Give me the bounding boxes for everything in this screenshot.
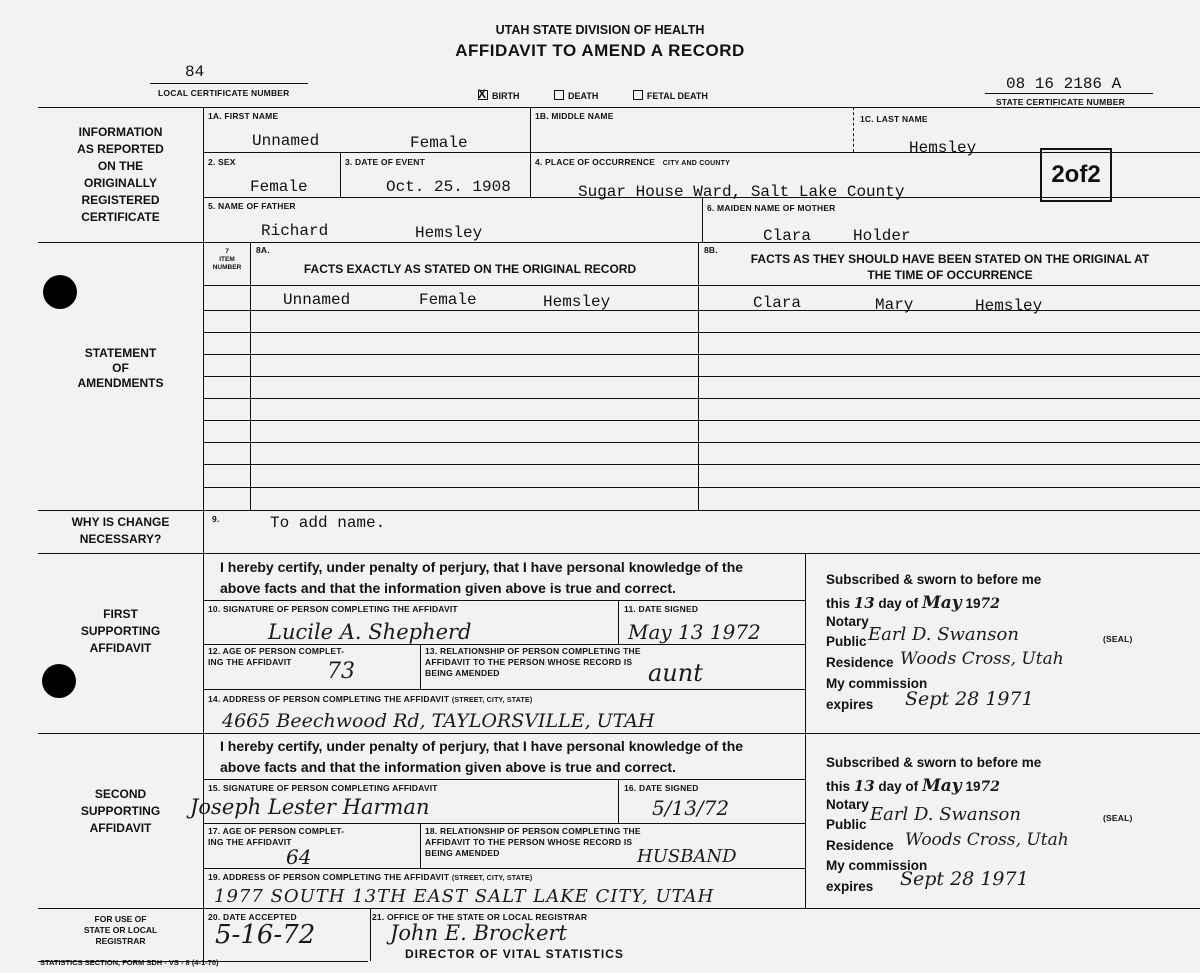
first-address-value: 4665 Beechwood Rd, TAYLORSVILLE, UTAH [222, 710, 655, 732]
row1-original-middle: Female [419, 291, 477, 309]
registrar-use-label: FOR USE OF STATE OR LOCAL REGISTRAR [83, 914, 158, 946]
second-certify-text: I hereby certify, under penalty of perjury, that I have personal knowledge of the above facts and that the information given above is true and correct. [220, 738, 744, 775]
birth-checkbox[interactable] [478, 87, 492, 101]
why-reason: To add name. [270, 514, 386, 532]
date-of-event-value: Oct. 25. 1908 [386, 178, 511, 196]
second-date-label: 16. DATE SIGNED [624, 783, 699, 793]
second-sworn-line2: this 13 day of May 1972 [826, 776, 1000, 796]
middle-name-value: Female [410, 134, 468, 152]
row1-original-last: Hemsley [543, 293, 611, 311]
father-first-value: Richard [261, 222, 329, 240]
first-public-label: Public [826, 634, 867, 649]
second-relationship-value: HUSBAND [637, 846, 737, 867]
second-seal-label: (SEAL) [1103, 813, 1133, 823]
col-b-num: 8B. [704, 245, 718, 255]
first-address-label: 14. ADDRESS OF PERSON COMPLETING THE AFFIDAVIT (STREET, CITY, STATE) [208, 694, 533, 704]
punch-hole-top [43, 275, 77, 309]
punch-hole-bottom [42, 664, 76, 698]
first-date-value: May 13 1972 [628, 620, 761, 644]
first-age-label: 12. AGE OF PERSON COMPLET- ING THE AFFIDAVIT [208, 646, 345, 667]
first-certify-text: I hereby certify, under penalty of perjury, that I have personal knowledge of the above facts and that the information given above is true and correct. [220, 559, 744, 596]
place-value: Sugar House Ward, Salt Lake County [578, 183, 905, 201]
middle-name-label: 1B. MIDDLE NAME [535, 111, 614, 121]
date-accepted-label: 20. DATE ACCEPTED [208, 912, 297, 922]
why-num: 9. [212, 514, 220, 524]
first-expires-label: expires [826, 697, 874, 712]
registrar-signature: John E. Brockert [390, 921, 567, 945]
fetal-death-label: FETAL DEATH [646, 91, 708, 101]
first-date-label: 11. DATE SIGNED [624, 604, 699, 614]
first-expires-value: Sept 28 1971 [905, 688, 1034, 710]
second-relationship-label: 18. RELATIONSHIP OF PERSON COMPLETING THE AFFIDAVIT TO THE PERSON WHOSE RECORD IS BEING AMENDED [425, 826, 641, 858]
local-cert-label: LOCAL CERTIFICATE NUMBER [158, 88, 290, 98]
record-type [478, 87, 708, 101]
col-a-num: 8A. [256, 245, 270, 255]
first-name-value: Unnamed [252, 132, 320, 150]
first-signature-label: 10. SIGNATURE OF PERSON COMPLETING THE AFFIDAVIT [208, 604, 458, 614]
second-notary-signature: Earl D. Swanson [870, 804, 1021, 825]
second-address-label: 19. ADDRESS OF PERSON COMPLETING THE AFFIDAVIT (STREET, CITY, STATE) [208, 872, 533, 882]
first-signature: Lucile A. Shepherd [268, 620, 472, 644]
fetal-death-checkbox[interactable] [633, 90, 643, 100]
second-notary-label: Notary [826, 797, 869, 812]
mother-first-value: Clara [763, 227, 812, 245]
second-expires-label: expires [826, 879, 874, 894]
agency-name: UTAH STATE DIVISION OF HEALTH [495, 23, 705, 37]
birth-check-mark: X [478, 87, 487, 101]
first-relationship-label: 13. RELATIONSHIP OF PERSON COMPLETING THE AFFIDAVIT TO THE PERSON WHOSE RECORD IS BEING AMENDED [425, 646, 641, 678]
second-signature-label: 15. SIGNATURE OF PERSON COMPLETING AFFIDAVIT [208, 783, 438, 793]
col-b-header: FACTS AS THEY SHOULD HAVE BEEN STATED ON THE ORIGINAL AT THE TIME OF OCCURRENCE [750, 252, 1150, 282]
first-sworn-line1: Subscribed & sworn to before me [826, 572, 1042, 587]
mother-label: 6. MAIDEN NAME OF MOTHER [707, 203, 836, 213]
second-age-value: 64 [286, 845, 312, 869]
first-age-value: 73 [327, 659, 355, 684]
why-label: WHY IS CHANGE NECESSARY? [71, 515, 170, 546]
form-footer: STATISTICS SECTION, FORM SDH - VS - 8 (4-1-70) [40, 958, 219, 967]
first-residence-value: Woods Cross, Utah [900, 649, 1064, 669]
registrar-office-label: 21. OFFICE OF THE STATE OR LOCAL REGISTRAR [372, 912, 588, 922]
date-accepted-value: 5-16-72 [215, 920, 316, 950]
first-seal-label: (SEAL) [1103, 634, 1133, 644]
row1-corrected-middle: Mary [875, 296, 914, 314]
last-name-label: 1C. LAST NAME [860, 114, 928, 124]
row1-corrected-last: Hemsley [975, 297, 1043, 315]
place-label: 4. PLACE OF OCCURRENCE CITY AND COUNTY [535, 157, 730, 167]
local-cert-number: 84 [185, 63, 205, 81]
first-residence-label: Residence [826, 655, 894, 670]
first-relationship-value: aunt [648, 659, 703, 687]
first-affidavit-label: FIRST SUPPORTING AFFIDAVIT [80, 607, 161, 655]
death-checkbox[interactable] [554, 90, 564, 100]
second-sworn-line1: Subscribed & sworn to before me [826, 755, 1042, 770]
registrar-title: DIRECTOR OF VITAL STATISTICS [405, 947, 624, 961]
first-commission-label: My commission [826, 676, 928, 691]
second-signature: Joseph Lester Harman [190, 795, 430, 819]
last-name-value: Hemsley [909, 139, 977, 157]
item-number-label: 7 ITEM NUMBER [212, 248, 242, 271]
state-cert-number: 08 16 2186 A [1006, 75, 1122, 93]
father-label: 5. NAME OF FATHER [208, 201, 296, 211]
date-of-event-label: 3. DATE OF EVENT [345, 157, 426, 167]
death-label: DEATH [568, 91, 599, 101]
second-commission-label: My commission [826, 858, 928, 873]
first-sworn-line2: this 13 day of May 1972 [826, 593, 1000, 613]
row1-corrected-first: Clara [753, 294, 802, 312]
page-stamp: 2of2 [1040, 148, 1112, 202]
sex-label: 2. SEX [208, 157, 236, 167]
state-cert-label: STATE CERTIFICATE NUMBER [996, 97, 1125, 107]
second-expires-value: Sept 28 1971 [900, 868, 1029, 890]
father-last-value: Hemsley [415, 224, 483, 242]
second-residence-value: Woods Cross, Utah [905, 830, 1069, 850]
second-date-value: 5/13/72 [652, 796, 730, 820]
birth-label: BIRTH [492, 91, 520, 101]
col-a-header: FACTS EXACTLY AS STATED ON THE ORIGINAL RECORD [303, 262, 637, 276]
amendments-label: STATEMENT OF AMENDMENTS [77, 346, 164, 390]
first-notary-signature: Earl D. Swanson [868, 624, 1019, 645]
second-public-label: Public [826, 817, 867, 832]
second-age-label: 17. AGE OF PERSON COMPLET- ING THE AFFIDAVIT [208, 826, 345, 847]
original-info-label: INFORMATION AS REPORTED ON THE ORIGINALLY REGISTERED CERTIFICATE [77, 125, 164, 224]
second-address-value: 1977 SOUTH 13TH EAST SALT LAKE CITY, UTAH [214, 886, 715, 907]
form-title: AFFIDAVIT TO AMEND A RECORD [455, 41, 745, 60]
second-residence-label: Residence [826, 838, 894, 853]
first-notary-label: Notary [826, 614, 869, 629]
mother-last-value: Holder [853, 227, 911, 245]
second-affidavit-label: SECOND SUPPORTING AFFIDAVIT [80, 787, 161, 835]
first-name-label: 1A. FIRST NAME [208, 111, 279, 121]
row1-original-first: Unnamed [283, 291, 351, 309]
sex-value: Female [250, 178, 308, 196]
